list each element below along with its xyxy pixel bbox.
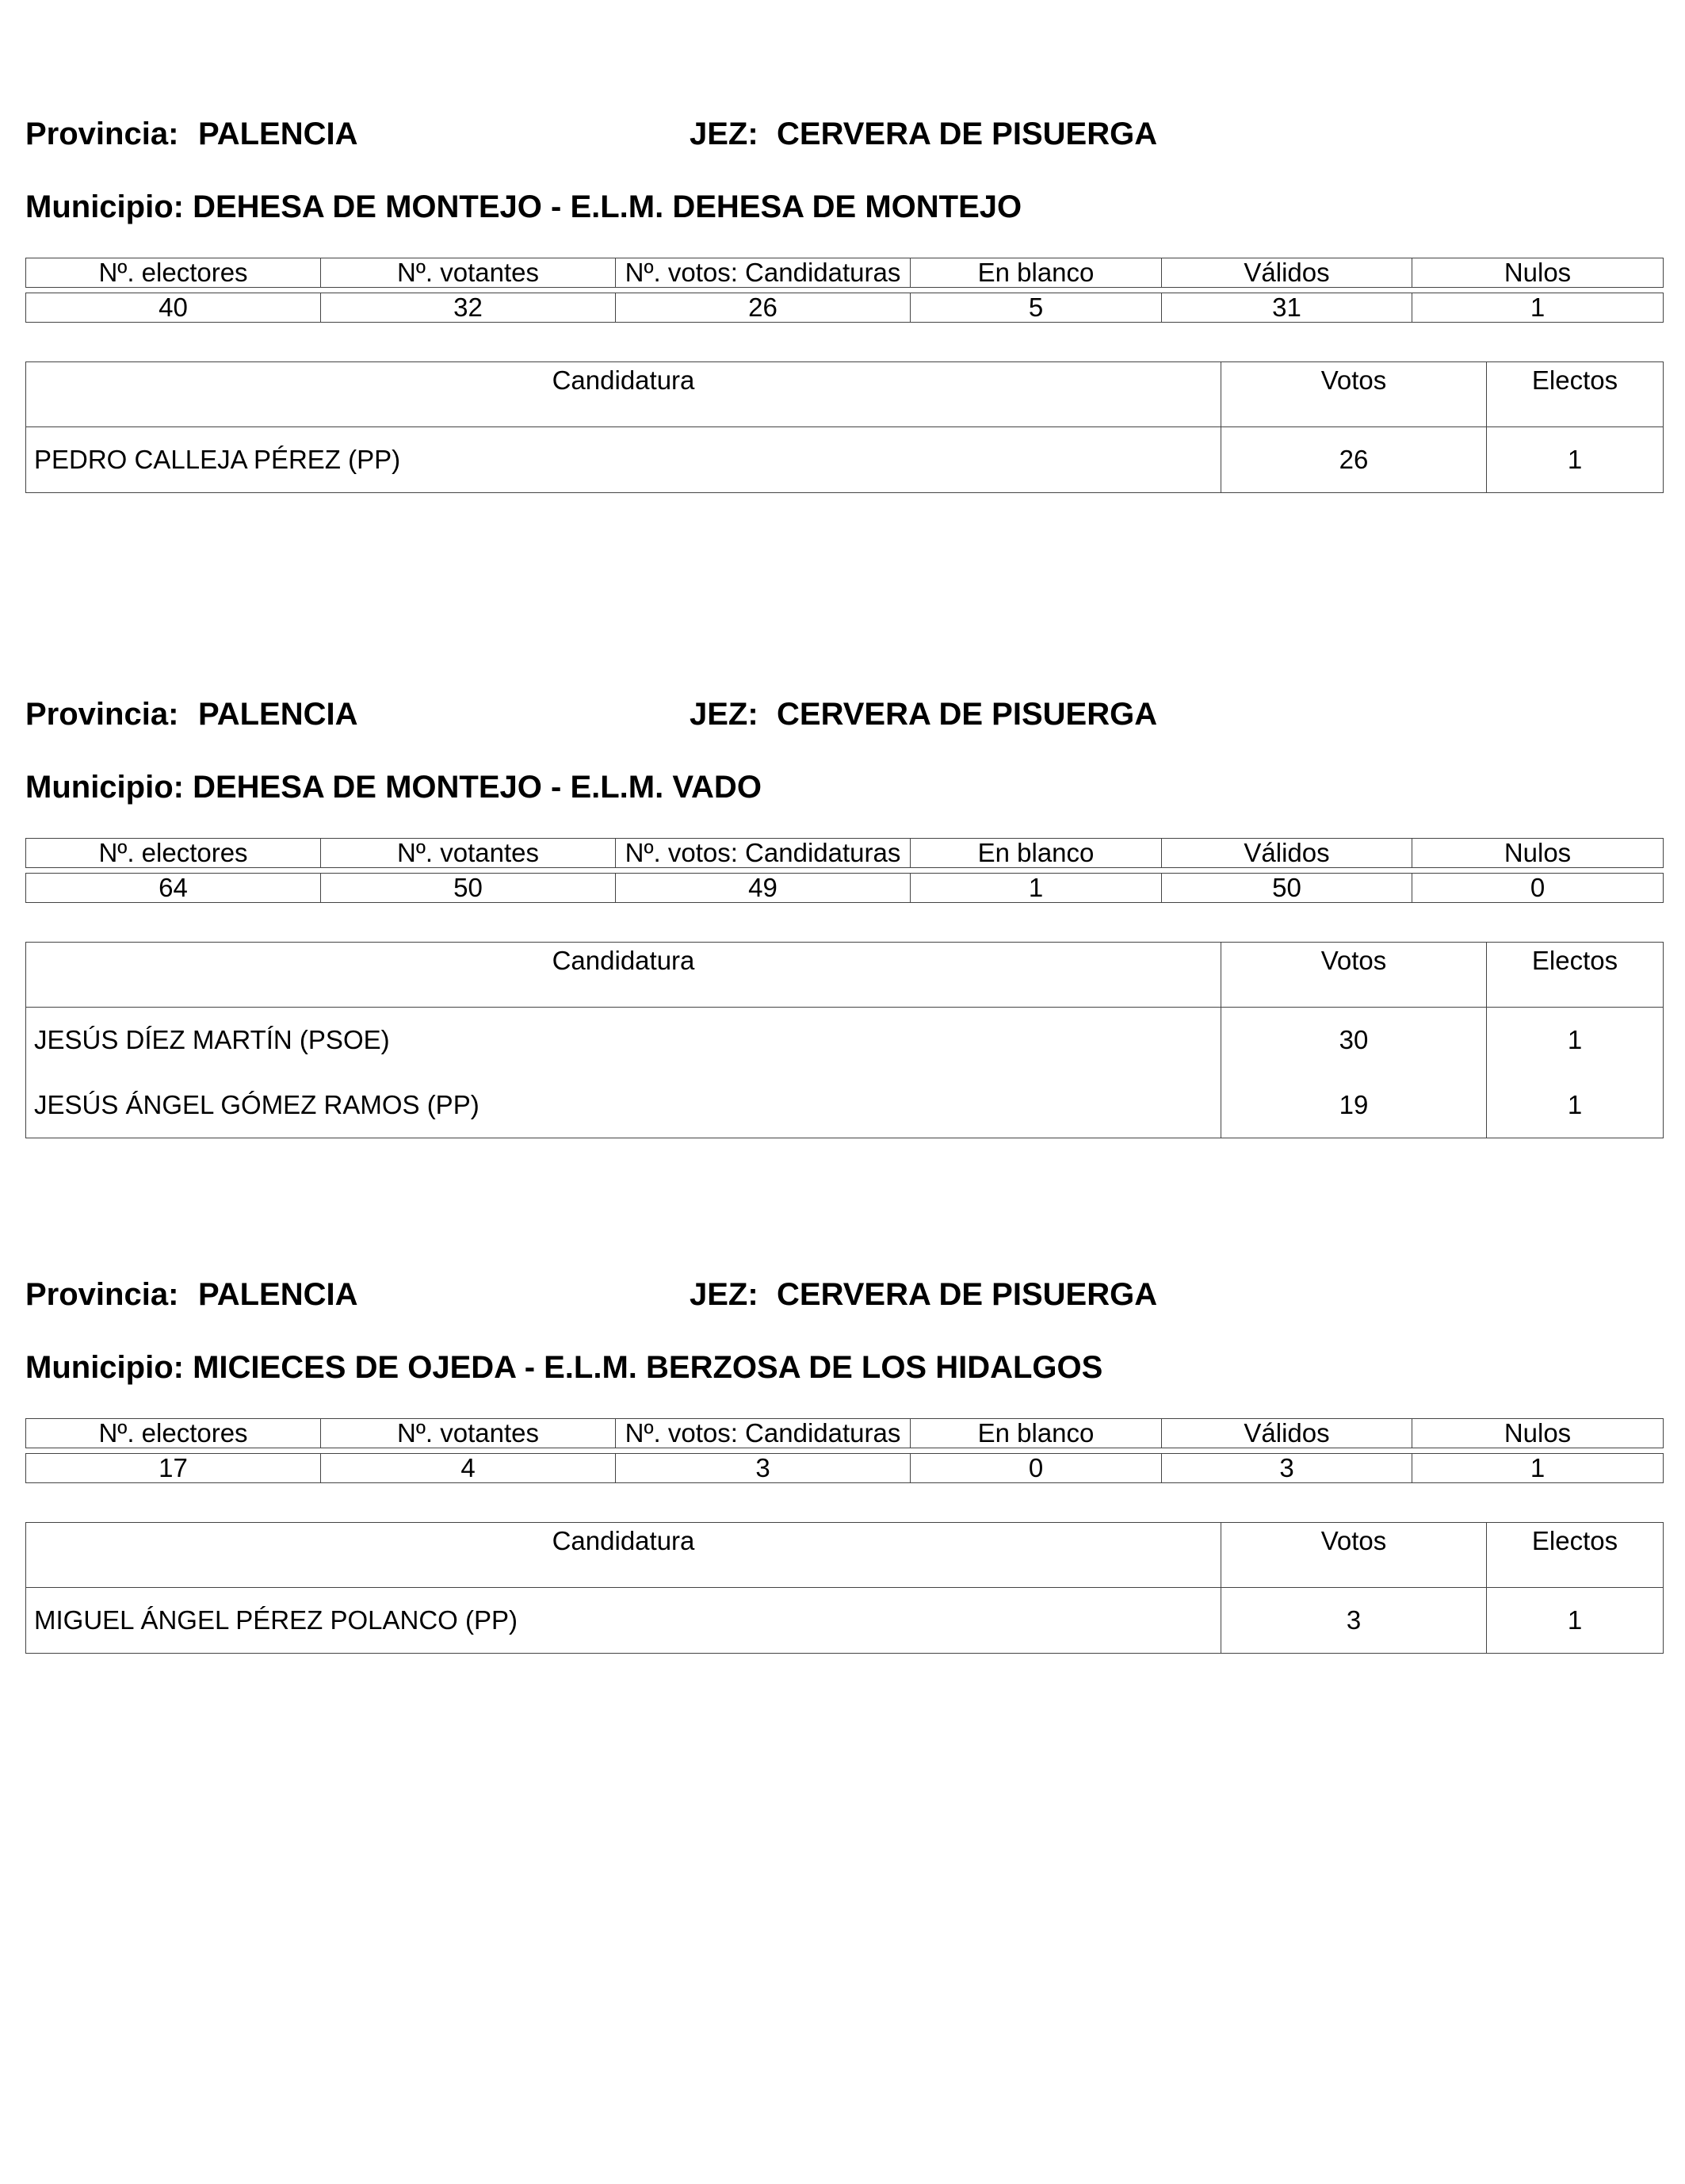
candidate-electos: 1 xyxy=(1487,1073,1664,1138)
col-validos: Válidos xyxy=(1162,1419,1412,1448)
provincia-label: Provincia: xyxy=(25,697,179,732)
value-nulos: 0 xyxy=(1412,874,1664,903)
jez-label: JEZ: xyxy=(690,117,758,151)
summary-table xyxy=(25,258,1664,323)
candidate-name: JESÚS ÁNGEL GÓMEZ RAMOS (PP) xyxy=(26,1073,1221,1138)
col-electos: Electos xyxy=(1487,1523,1664,1588)
candidate-row xyxy=(26,1588,1664,1654)
value-en-blanco: 1 xyxy=(911,874,1162,903)
candidate-electos: 1 xyxy=(1487,1008,1664,1073)
summary-table xyxy=(25,838,1664,903)
col-votos: Votos xyxy=(1221,943,1487,1008)
summary-table xyxy=(25,1418,1664,1483)
value-electores: 64 xyxy=(26,874,321,903)
provincia-value: PALENCIA xyxy=(198,697,358,732)
col-nulos: Nulos xyxy=(1412,258,1664,288)
col-en-blanco: En blanco xyxy=(911,1419,1162,1448)
candidate-electos: 1 xyxy=(1487,427,1664,493)
candidate-votos: 19 xyxy=(1221,1073,1487,1138)
value-validos: 31 xyxy=(1162,293,1412,323)
col-votos-candidaturas: Nº. votos: Candidaturas xyxy=(616,839,911,868)
candidates-table xyxy=(25,361,1664,493)
candidate-electos: 1 xyxy=(1487,1588,1664,1654)
value-electores: 40 xyxy=(26,293,321,323)
col-votos: Votos xyxy=(1221,1523,1487,1588)
col-electos: Electos xyxy=(1487,362,1664,427)
provincia-value: PALENCIA xyxy=(198,1277,358,1312)
value-validos: 50 xyxy=(1162,874,1412,903)
col-candidatura: Candidatura xyxy=(26,362,1221,427)
jez-label: JEZ: xyxy=(690,1277,758,1312)
value-votantes: 50 xyxy=(321,874,616,903)
col-validos: Válidos xyxy=(1162,258,1412,288)
municipio-heading xyxy=(25,189,1022,225)
col-votantes: Nº. votantes xyxy=(321,839,616,868)
jez-value: CERVERA DE PISUERGA xyxy=(777,1277,1158,1312)
candidate-votos: 30 xyxy=(1221,1008,1487,1073)
municipio-heading xyxy=(25,769,762,805)
value-votos-candidaturas: 49 xyxy=(616,874,911,903)
results-section xyxy=(25,696,1663,1140)
candidate-name: PEDRO CALLEJA PÉREZ (PP) xyxy=(26,427,1221,493)
value-votos-candidaturas: 3 xyxy=(616,1454,911,1483)
results-section xyxy=(25,1276,1663,1657)
jez-value: CERVERA DE PISUERGA xyxy=(777,697,1158,732)
candidates-header-row xyxy=(26,943,1664,1008)
value-nulos: 1 xyxy=(1412,293,1664,323)
summary-header-row xyxy=(26,839,1664,868)
provincia-label: Provincia: xyxy=(25,117,179,151)
municipio-label: Municipio: xyxy=(25,189,184,224)
provincia-value: PALENCIA xyxy=(198,117,358,151)
col-nulos: Nulos xyxy=(1412,1419,1664,1448)
col-votantes: Nº. votantes xyxy=(321,258,616,288)
candidate-votos: 3 xyxy=(1221,1588,1487,1654)
municipio-heading xyxy=(25,1349,1102,1386)
col-electores: Nº. electores xyxy=(26,258,321,288)
col-nulos: Nulos xyxy=(1412,839,1664,868)
col-votantes: Nº. votantes xyxy=(321,1419,616,1448)
col-candidatura: Candidatura xyxy=(26,1523,1221,1588)
summary-values-row xyxy=(26,1454,1664,1483)
municipio-value: DEHESA DE MONTEJO - E.L.M. DEHESA DE MONTEJO xyxy=(193,189,1022,224)
municipio-value: MICIECES DE OJEDA - E.L.M. BERZOSA DE LOS HIDALGOS xyxy=(193,1350,1103,1385)
candidate-votos: 26 xyxy=(1221,427,1487,493)
col-en-blanco: En blanco xyxy=(911,258,1162,288)
candidate-row xyxy=(26,427,1664,493)
value-nulos: 1 xyxy=(1412,1454,1664,1483)
jez-label: JEZ: xyxy=(690,697,758,732)
results-section xyxy=(25,116,1663,496)
summary-header-row xyxy=(26,258,1664,288)
col-electores: Nº. electores xyxy=(26,1419,321,1448)
col-en-blanco: En blanco xyxy=(911,839,1162,868)
col-electos: Electos xyxy=(1487,943,1664,1008)
candidate-row xyxy=(26,1073,1664,1138)
candidates-header-row xyxy=(26,362,1664,427)
candidate-row xyxy=(26,1008,1664,1073)
candidate-name: JESÚS DÍEZ MARTÍN (PSOE) xyxy=(26,1008,1221,1073)
col-votos-candidaturas: Nº. votos: Candidaturas xyxy=(616,258,911,288)
municipio-value: DEHESA DE MONTEJO - E.L.M. VADO xyxy=(193,770,762,805)
candidates-header-row xyxy=(26,1523,1664,1588)
value-electores: 17 xyxy=(26,1454,321,1483)
jez-value: CERVERA DE PISUERGA xyxy=(777,117,1158,151)
col-votos-candidaturas: Nº. votos: Candidaturas xyxy=(616,1419,911,1448)
candidates-table xyxy=(25,1522,1664,1654)
value-votantes: 4 xyxy=(321,1454,616,1483)
municipio-label: Municipio: xyxy=(25,770,184,805)
summary-values-row xyxy=(26,874,1664,903)
value-votantes: 32 xyxy=(321,293,616,323)
value-en-blanco: 0 xyxy=(911,1454,1162,1483)
col-candidatura: Candidatura xyxy=(26,943,1221,1008)
col-electores: Nº. electores xyxy=(26,839,321,868)
summary-values-row xyxy=(26,293,1664,323)
municipio-label: Municipio: xyxy=(25,1350,184,1385)
col-votos: Votos xyxy=(1221,362,1487,427)
col-validos: Válidos xyxy=(1162,839,1412,868)
summary-header-row xyxy=(26,1419,1664,1448)
candidates-table xyxy=(25,942,1664,1138)
value-validos: 3 xyxy=(1162,1454,1412,1483)
value-votos-candidaturas: 26 xyxy=(616,293,911,323)
value-en-blanco: 5 xyxy=(911,293,1162,323)
provincia-label: Provincia: xyxy=(25,1277,179,1312)
candidate-name: MIGUEL ÁNGEL PÉREZ POLANCO (PP) xyxy=(26,1588,1221,1654)
